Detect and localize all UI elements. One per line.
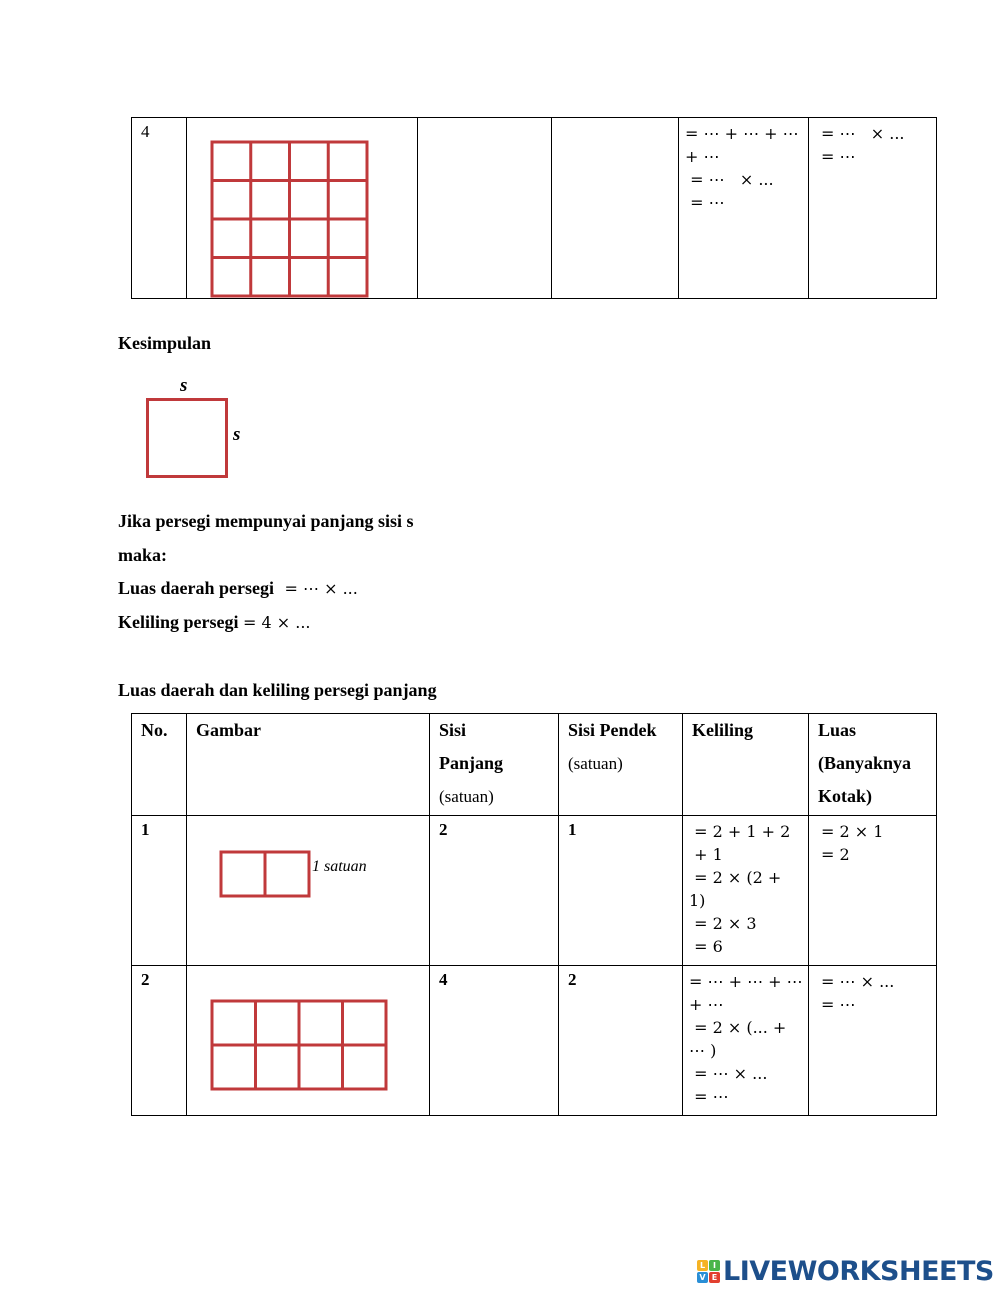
top-table bbox=[131, 117, 937, 299]
logo-mark-icon bbox=[697, 1260, 720, 1283]
sisi-panjang-value: 2 bbox=[430, 816, 559, 966]
section-heading: Luas daerah dan keliling persegi panjang bbox=[118, 680, 437, 700]
figure-cell bbox=[187, 966, 430, 1116]
unit-label: 1 satuan bbox=[312, 858, 367, 875]
conclusion-line-1: Jika persegi mempunyai panjang sisi s bbox=[118, 511, 414, 531]
table-row bbox=[132, 966, 937, 1116]
conclusion-line-2: maka: bbox=[118, 545, 167, 565]
row-number: 1 bbox=[132, 816, 187, 966]
liveworksheets-logo[interactable] bbox=[697, 1256, 994, 1286]
logo-mark-letter: L bbox=[697, 1260, 708, 1271]
logo-mark-letter: I bbox=[709, 1260, 720, 1271]
header-sisi-panjang: Sisi Panjang (satuan) bbox=[430, 714, 559, 816]
sisi-pendek-value: 2 bbox=[559, 966, 683, 1116]
sisi-pendek-value: 1 bbox=[559, 816, 683, 966]
logo-mark-letter: E bbox=[709, 1272, 720, 1283]
kesimpulan-heading: Kesimpulan bbox=[118, 333, 212, 353]
keliling-label: Keliling persegi bbox=[118, 612, 239, 632]
row-number: 4 bbox=[132, 118, 187, 299]
luas-formula: = ⋯ × ... bbox=[284, 579, 358, 598]
keliling-formula: = 4 × ... bbox=[243, 613, 311, 632]
keliling-cell: = ⋯ + ⋯ + ⋯ + ⋯ = ⋯ × ... = ⋯ bbox=[679, 118, 809, 299]
logo-mark-letter: V bbox=[697, 1272, 708, 1283]
keliling-formula-line bbox=[118, 612, 311, 633]
grid-4x4-figure bbox=[187, 118, 418, 299]
luas-cell: = ⋯ × ... = ⋯ bbox=[809, 966, 937, 1116]
keliling-cell: = 2 + 1 + 2 + 1 = 2 × (2 + 1) = 2 × 3 = 6 bbox=[683, 816, 809, 966]
brand-name: LIVEWORKSHEETS bbox=[723, 1255, 994, 1287]
table-row bbox=[132, 118, 937, 299]
header-luas: Luas (Banyaknya Kotak) bbox=[809, 714, 937, 816]
square-figure bbox=[146, 398, 228, 478]
rectangle-table bbox=[131, 713, 937, 1116]
luas-cell: = 2 × 1 = 2 bbox=[809, 816, 937, 966]
row-number: 2 bbox=[132, 966, 187, 1116]
header-no: No. bbox=[132, 714, 187, 816]
figure-cell bbox=[187, 816, 430, 966]
keliling-cell: = ⋯ + ⋯ + ⋯ + ⋯ = 2 × (... + ⋯ ) = ⋯ × ... = ⋯ bbox=[683, 966, 809, 1116]
table-row bbox=[132, 816, 937, 966]
table-header-row bbox=[132, 714, 937, 816]
rectangle-4x2-figure bbox=[187, 966, 430, 1116]
side-label-top: s bbox=[180, 375, 188, 396]
side-label-right: s bbox=[233, 424, 241, 445]
luas-formula-line bbox=[118, 578, 358, 599]
figure-cell bbox=[187, 118, 418, 299]
header-gambar: Gambar bbox=[187, 714, 430, 816]
header-sisi-pendek: Sisi Pendek (satuan) bbox=[559, 714, 683, 816]
sisi-pendek-cell bbox=[552, 118, 679, 299]
sisi-panjang-cell bbox=[418, 118, 552, 299]
header-keliling: Keliling bbox=[683, 714, 809, 816]
luas-label: Luas daerah persegi bbox=[118, 578, 275, 598]
rectangle-2x1-figure bbox=[187, 816, 430, 966]
luas-cell: = ⋯ × ... = ⋯ bbox=[809, 118, 937, 299]
sisi-panjang-value: 4 bbox=[430, 966, 559, 1116]
